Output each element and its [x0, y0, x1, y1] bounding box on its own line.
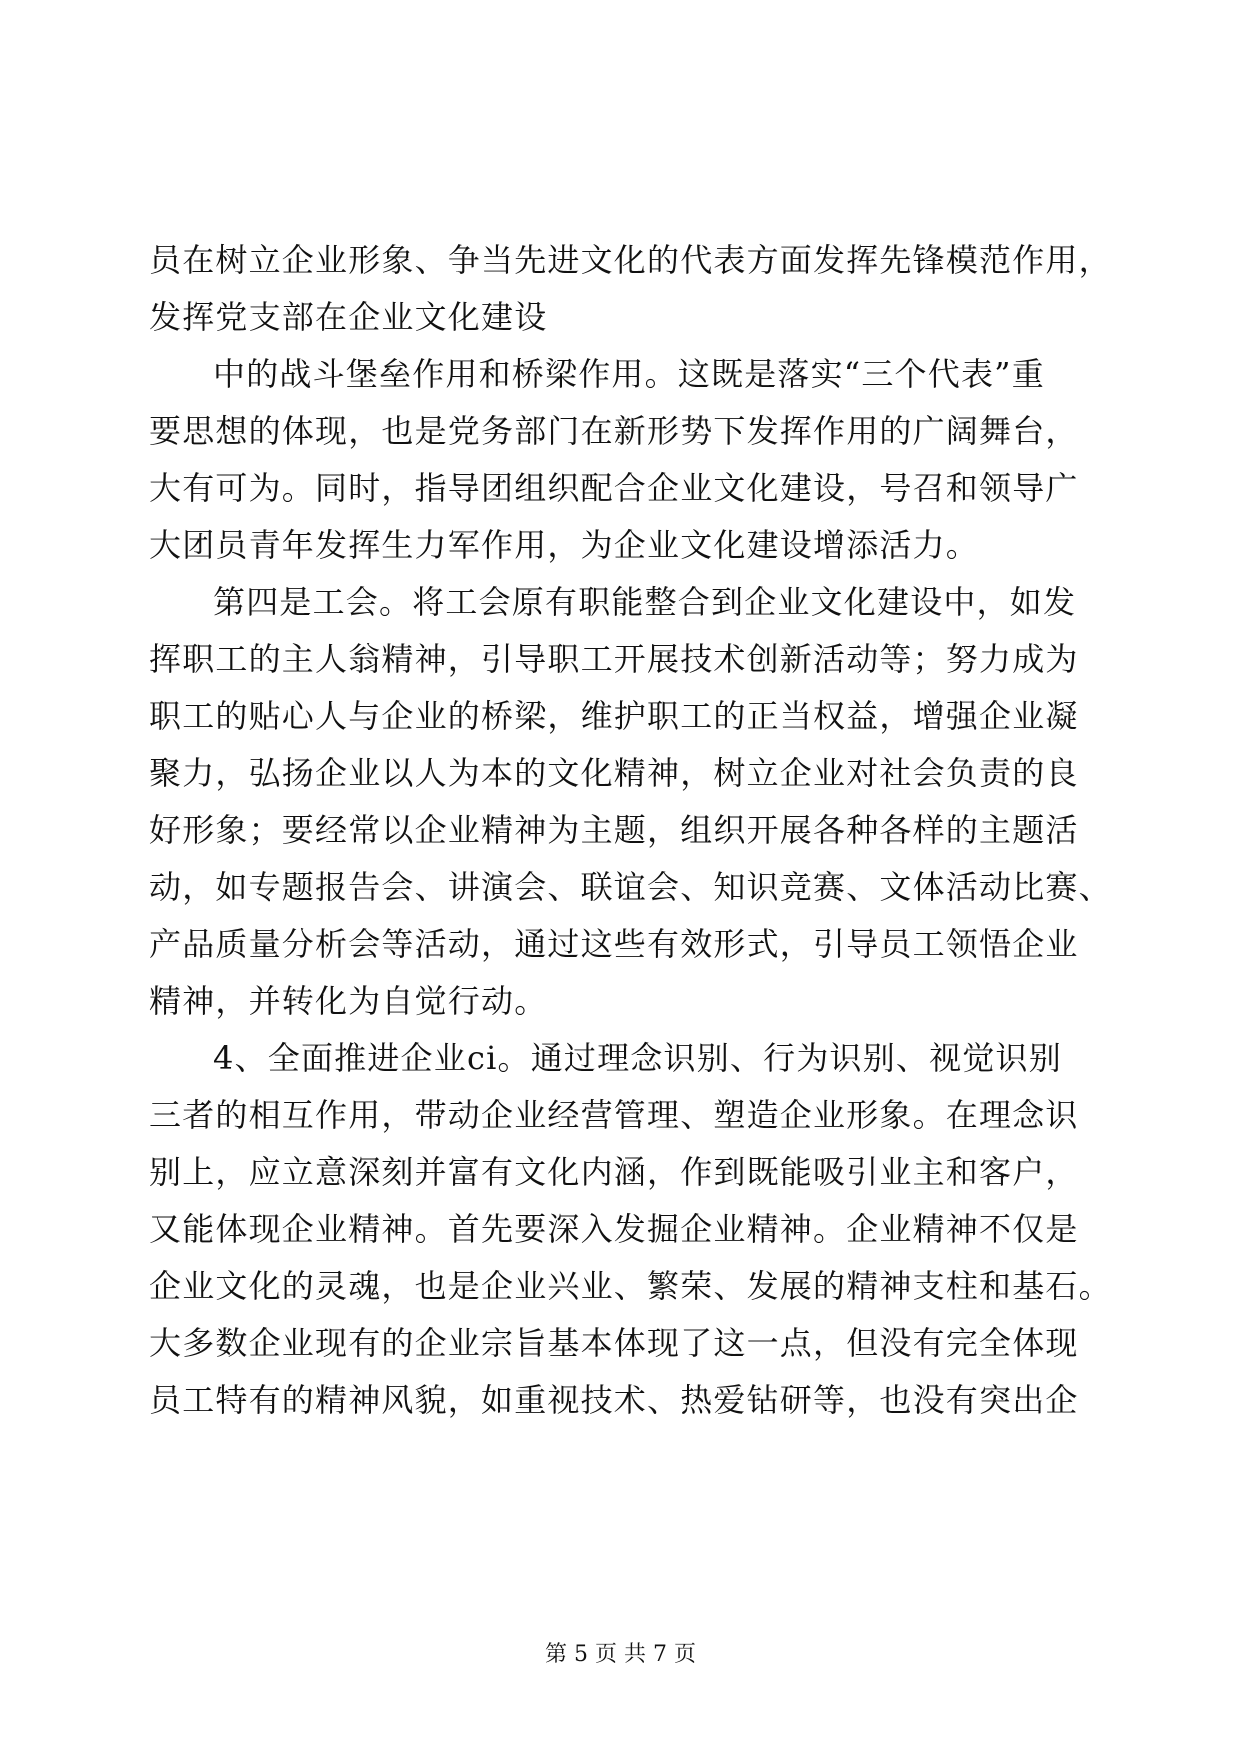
text-line: 动，如专题报告会、讲演会、联谊会、知识竞赛、文体活动比赛、: [149, 868, 1112, 906]
text-line: 企业文化的灵魂，也是企业兴业、繁荣、发展的精神支柱和基石。: [149, 1267, 1112, 1305]
text-line: 中的战斗堡垒作用和桥梁作用。这既是落实“三个代表”重: [213, 355, 1045, 393]
text-line: 好形象；要经常以企业精神为主题，组织开展各种各样的主题活: [149, 811, 1079, 849]
page-footer: 第 5 页 共 7 页: [545, 1642, 696, 1667]
text-line: 又能体现企业精神。首先要深入发掘企业精神。企业精神不仅是: [149, 1210, 1079, 1248]
text-line: 三者的相互作用，带动企业经营管理、塑造企业形象。在理念识: [149, 1096, 1079, 1134]
text-line: 大团员青年发挥生力军作用，为企业文化建设增添活力。: [149, 526, 980, 564]
text-line: 大多数企业现有的企业宗旨基本体现了这一点，但没有完全体现: [149, 1324, 1079, 1362]
text-line: 聚力，弘扬企业以人为本的文化精神，树立企业对社会负责的良: [149, 754, 1079, 792]
text-line: 要思想的体现，也是党务部门在新形势下发挥作用的广阔舞台，: [149, 412, 1079, 450]
text-line: 产品质量分析会等活动，通过这些有效形式，引导员工领悟企业: [149, 925, 1079, 963]
text-line: 发挥党支部在企业文化建设: [149, 298, 548, 336]
text-line: 挥职工的主人翁精神，引导职工开展技术创新活动等；努力成为: [149, 640, 1079, 678]
text-line: 精神，并转化为自觉行动。: [149, 982, 548, 1020]
text-line: 员工特有的精神风貌，如重视技术、热爱钻研等，也没有突出企: [149, 1381, 1079, 1419]
text-line: 4、全面推进企业ci。通过理念识别、行为识别、视觉识别: [213, 1039, 1062, 1077]
text-line: 职工的贴心人与企业的桥梁，维护职工的正当权益，增强企业凝: [149, 697, 1079, 735]
body-text: [149, 232, 1112, 1429]
text-line: 别上，应立意深刻并富有文化内涵，作到既能吸引业主和客户，: [149, 1153, 1079, 1191]
text-line: 大有可为。同时，指导团组织配合企业文化建设，号召和领导广: [149, 469, 1079, 507]
text-line: 第四是工会。将工会原有职能整合到企业文化建设中，如发: [213, 583, 1077, 621]
text-line: 员在树立企业形象、争当先进文化的代表方面发挥先锋模范作用，: [149, 241, 1112, 279]
